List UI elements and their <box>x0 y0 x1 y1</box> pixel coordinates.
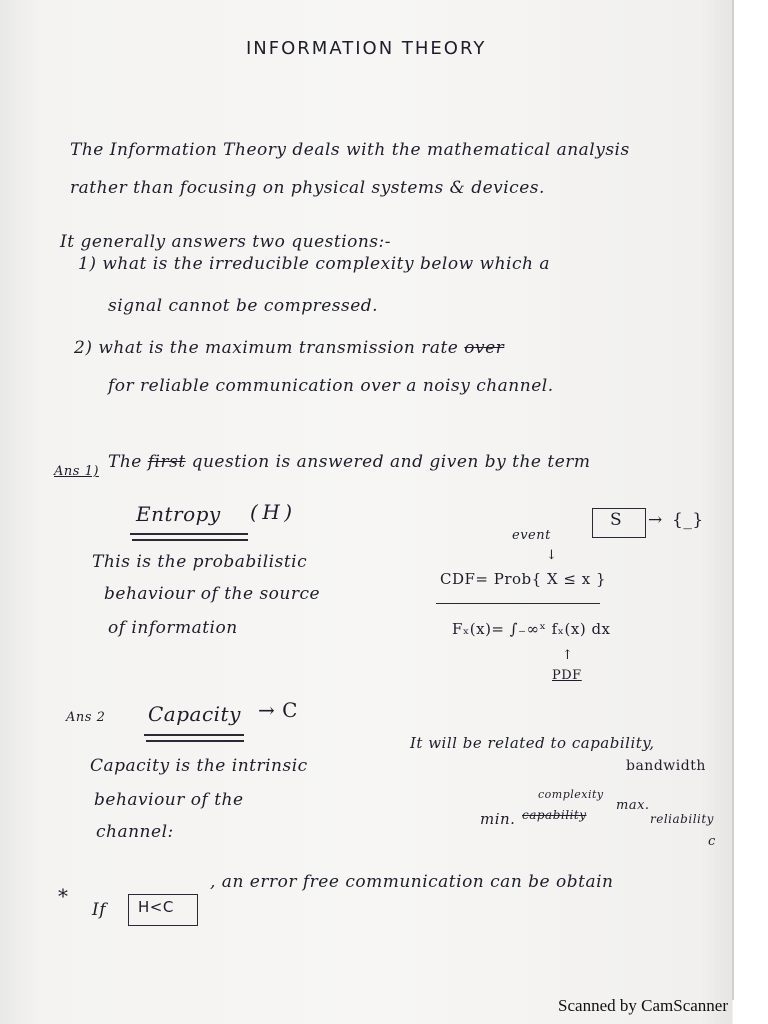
cdf-integral: Fₓ(x)= ∫₋∞ˣ fₓ(x) dx <box>452 620 611 638</box>
intro-line-2: rather than focusing on physical systems & devices. <box>70 178 545 198</box>
capacity-arrow-symbol: → C <box>258 698 298 722</box>
max-mark: c <box>708 834 716 849</box>
paper-edge <box>732 0 734 1000</box>
entropy-desc-line-1: This is the probabilistic <box>92 552 308 572</box>
min-label: min. <box>480 810 516 828</box>
event-label: event <box>512 528 551 543</box>
complexity-note: complexity <box>538 788 604 801</box>
if-word: If <box>92 900 107 920</box>
capacity-desc-line-3: channel: <box>96 822 174 842</box>
answer-1-text-start: The <box>108 452 142 472</box>
question-2-struck-word: over <box>464 338 505 358</box>
related-line-2: bandwidth <box>626 758 706 774</box>
source-set: {_} <box>672 510 704 530</box>
star-mark: * <box>58 884 69 908</box>
questions-lead: It generally answers two questions:- <box>60 232 392 252</box>
max-word: reliability <box>650 812 714 826</box>
capacity-underline-top <box>144 734 244 736</box>
min-word: capability <box>522 808 587 822</box>
capacity-underline-bottom <box>146 740 244 742</box>
event-arrow: ↓ <box>546 548 558 563</box>
max-label: max. <box>616 798 650 813</box>
source-arrow: → <box>648 510 663 530</box>
cdf-definition: CDF= Prob{ X ≤ x } <box>440 570 607 588</box>
cdf-separator <box>436 603 600 604</box>
question-2-line-1 <box>74 338 504 358</box>
capacity-desc-line-2: behaviour of the <box>94 790 244 810</box>
entropy-underline-bottom <box>132 539 248 541</box>
pdf-arrow: ↑ <box>562 648 574 663</box>
condition-text: H<C <box>138 898 174 916</box>
answer-1-label: Ans 1) <box>54 464 99 479</box>
pdf-label: PDF <box>552 668 582 683</box>
entropy-underline-top <box>130 533 248 535</box>
entropy-heading: Entropy <box>136 502 221 526</box>
answer-1-sentence <box>108 452 591 472</box>
answer-1-text-end: question is answered and given by the term <box>191 452 591 472</box>
answer-1-struck-word: first <box>147 452 186 472</box>
source-box-label: S <box>610 510 623 530</box>
entropy-desc-line-3: of information <box>108 618 238 638</box>
intro-line-1: The Information Theory deals with the mathematical analysis <box>70 140 630 160</box>
conclusion-text: , an error free communication can be obtain <box>210 872 614 892</box>
question-1-line-1: 1) what is the irreducible complexity below which a <box>78 254 550 274</box>
related-line-1: It will be related to capability, <box>410 734 655 752</box>
question-2-text: 2) what is the maximum transmission rate <box>74 338 459 358</box>
entropy-desc-line-2: behaviour of the source <box>104 584 321 604</box>
answer-2-label: Ans 2 <box>66 710 106 725</box>
question-1-line-2: signal cannot be compressed. <box>108 296 379 316</box>
scanner-footer: Scanned by CamScanner <box>558 996 728 1015</box>
page-title: INFORMATION THEORY <box>246 38 487 59</box>
entropy-symbol: ( H ) <box>250 500 293 524</box>
entropy-symbol-letter: H <box>262 500 281 524</box>
capacity-heading: Capacity <box>148 702 241 726</box>
question-2-line-2: for reliable communication over a noisy channel. <box>108 376 554 396</box>
capacity-desc-line-1: Capacity is the intrinsic <box>90 756 308 776</box>
